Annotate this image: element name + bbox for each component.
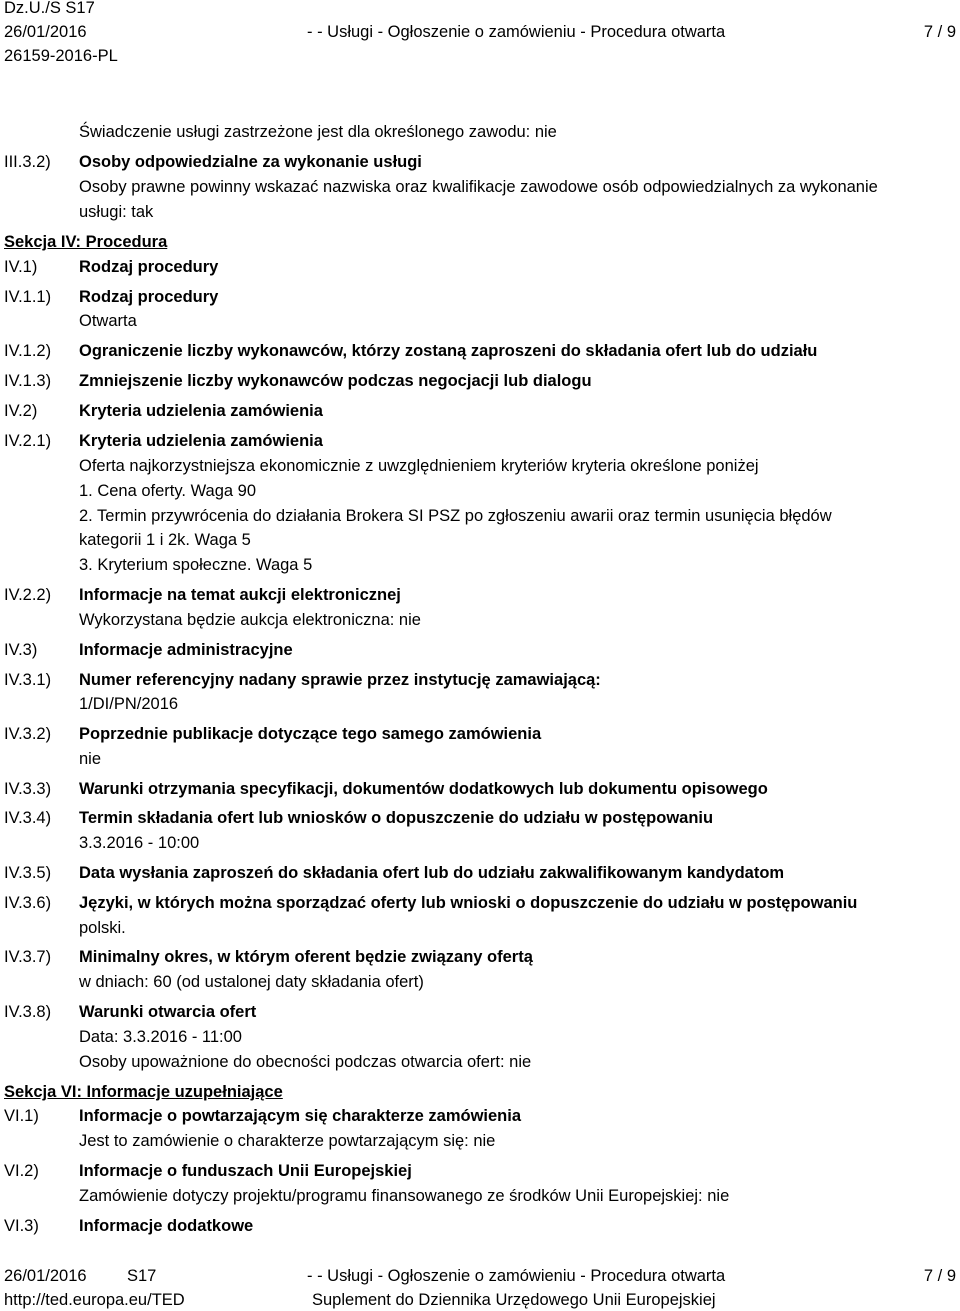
section-heading: Informacje na temat aukcji elektronicznej xyxy=(79,586,401,604)
section-number: VI.3) xyxy=(4,1217,39,1235)
section-text: Zamówienie dotyczy projektu/programu finansowanego ze środków Unii Europejskiej: nie xyxy=(79,1187,730,1205)
criteria-text: Oferta najkorzystniejsza ekonomicznie z uwzględnieniem kryteriów kryteria określone poniżej xyxy=(79,457,759,475)
header-page: 7 / 9 xyxy=(923,23,956,41)
section-vi-title: Sekcja VI: Informacje uzupełniające xyxy=(4,1083,283,1101)
section-iv-title: Sekcja IV: Procedura xyxy=(4,233,168,251)
section-number: IV.3.1) xyxy=(4,671,52,689)
section-number: IV.1.3) xyxy=(4,372,52,390)
section-heading: Osoby odpowiedzialne za wykonanie usługi xyxy=(79,153,422,171)
criteria-item: 1. Cena oferty. Waga 90 xyxy=(79,482,257,500)
section-text: usługi: tak xyxy=(79,203,154,221)
footer-url[interactable]: http://ted.europa.eu/TED xyxy=(4,1291,185,1309)
criteria-item: 3. Kryterium społeczne. Waga 5 xyxy=(79,556,313,574)
section-number: IV.3.8) xyxy=(4,1003,52,1021)
section-heading: Poprzednie publikacje dotyczące tego samego zamówienia xyxy=(79,725,542,743)
section-number: IV.2.2) xyxy=(4,586,52,604)
deadline-value: 3.3.2016 - 10:00 xyxy=(79,834,200,852)
header-date: 26/01/2016 xyxy=(4,23,87,41)
footer-series: S17 xyxy=(127,1267,157,1285)
section-heading: Informacje o funduszach Unii Europejskiej xyxy=(79,1162,412,1180)
section-heading: Minimalny okres, w którym oferent będzie związany ofertą xyxy=(79,948,533,966)
section-number: IV.3.6) xyxy=(4,894,52,912)
section-number: IV.3.2) xyxy=(4,725,52,743)
section-heading: Ograniczenie liczby wykonawców, którzy zostaną zaproszeni do składania ofert lub do udziału xyxy=(79,342,818,360)
footer-page: 7 / 9 xyxy=(923,1267,956,1285)
section-text: Osoby upoważnione do obecności podczas otwarcia ofert: nie xyxy=(79,1053,532,1071)
section-value: w dniach: 60 (od ustalonej daty składania ofert) xyxy=(79,973,424,991)
notice-ref: 26159-2016-PL xyxy=(4,47,118,65)
section-text: Wykorzystana będzie aukcja elektroniczna: nie xyxy=(79,611,421,629)
section-heading: Data wysłania zaproszeń do składania ofert lub do udziału zakwalifikowanym kandydatom xyxy=(79,864,785,882)
section-text: Osoby prawne powinny wskazać nazwiska oraz kwalifikacje zawodowe osób odpowiedzialnych za wykonanie xyxy=(79,178,878,196)
section-heading: Informacje administracyjne xyxy=(79,641,293,659)
section-text: Jest to zamówienie o charakterze powtarzającym się: nie xyxy=(79,1132,496,1150)
section-number: IV.2.1) xyxy=(4,432,52,450)
section-number: IV.1.2) xyxy=(4,342,52,360)
section-number: IV.1) xyxy=(4,258,38,276)
section-number: III.3.2) xyxy=(4,153,51,171)
section-heading: Warunki otrzymania specyfikacji, dokumentów dodatkowych lub dokumentu opisowego xyxy=(79,780,768,798)
section-number: IV.3.5) xyxy=(4,864,52,882)
opening-date: Data: 3.3.2016 - 11:00 xyxy=(79,1028,242,1046)
section-number: IV.3) xyxy=(4,641,38,659)
journal-ref: Dz.U./S S17 xyxy=(4,0,95,17)
reserved-profession-text: Świadczenie usługi zastrzeżone jest dla określonego zawodu: nie xyxy=(79,123,557,141)
section-heading: Rodzaj procedury xyxy=(79,258,219,276)
section-number: IV.3.4) xyxy=(4,809,52,827)
section-heading: Informacje o powtarzającym się charakterze zamówienia xyxy=(79,1107,522,1125)
section-number: VI.1) xyxy=(4,1107,39,1125)
criteria-item: 2. Termin przywrócenia do działania Brokera SI PSZ po zgłoszeniu awarii oraz termin usunięcia błędów xyxy=(79,507,832,525)
section-heading: Numer referencyjny nadany sprawie przez instytucję zamawiającą: xyxy=(79,671,601,689)
footer-date: 26/01/2016 xyxy=(4,1267,87,1285)
section-heading: Kryteria udzielenia zamówienia xyxy=(79,432,323,450)
section-number: IV.3.3) xyxy=(4,780,52,798)
section-value: nie xyxy=(79,750,102,768)
section-heading: Rodzaj procedury xyxy=(79,288,219,306)
section-number: IV.2) xyxy=(4,402,38,420)
section-heading: Warunki otwarcia ofert xyxy=(79,1003,257,1021)
footer-title: - - Usługi - Ogłoszenie o zamówieniu - Procedura otwarta xyxy=(307,1267,726,1285)
language-value: polski. xyxy=(79,919,126,937)
section-number: IV.3.7) xyxy=(4,948,52,966)
section-heading: Termin składania ofert lub wniosków o dopuszczenie do udziału w postępowaniu xyxy=(79,809,714,827)
header-title: - - Usługi - Ogłoszenie o zamówieniu - Procedura otwarta xyxy=(307,23,726,41)
reference-number: 1/DI/PN/2016 xyxy=(79,695,179,713)
section-heading: Kryteria udzielenia zamówienia xyxy=(79,402,323,420)
section-heading: Języki, w których można sporządzać oferty lub wnioski o dopuszczenie do udziału w postępowaniu xyxy=(79,894,858,912)
section-heading: Zmniejszenie liczby wykonawców podczas negocjacji lub dialogu xyxy=(79,372,592,390)
criteria-item: kategorii 1 i 2k. Waga 5 xyxy=(79,531,251,549)
section-value: Otwarta xyxy=(79,312,137,330)
section-number: IV.1.1) xyxy=(4,288,52,306)
footer-supplement: Suplement do Dziennika Urzędowego Unii Europejskiej xyxy=(312,1291,716,1309)
section-number: VI.2) xyxy=(4,1162,39,1180)
section-heading: Informacje dodatkowe xyxy=(79,1217,254,1235)
